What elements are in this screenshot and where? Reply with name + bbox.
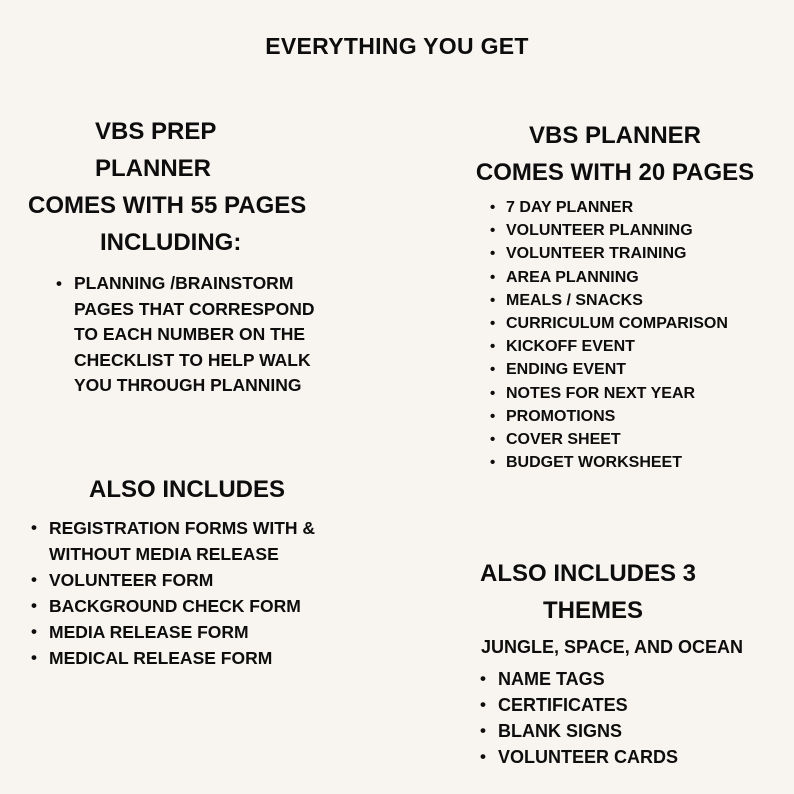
list-item: • MEDIA RELEASE FORM: [31, 619, 315, 645]
list-item-continuation: WITHOUT MEDIA RELEASE: [49, 544, 279, 564]
prep-list: [56, 271, 314, 399]
list-item: • COVER SHEET: [490, 428, 728, 451]
list-item: • REGISTRATION FORMS WITH &: [31, 515, 315, 541]
list-item: • BACKGROUND CHECK FORM: [31, 593, 315, 619]
themes-heading-line-1: ALSO INCLUDES 3: [480, 560, 697, 587]
prep-heading-line-2: PLANNER: [95, 155, 212, 182]
list-item: • PROMOTIONS: [490, 405, 728, 428]
planner-heading-line-1: VBS PLANNER: [528, 122, 702, 149]
themes-subheading: JUNGLE, SPACE, AND OCEAN: [481, 637, 744, 657]
list-item: • NAME TAGS: [480, 666, 678, 692]
list-item: • MEDICAL RELEASE FORM: [31, 645, 315, 671]
themes-heading-line-2: THEMES: [543, 597, 644, 624]
list-item: • VOLUNTEER PLANNING: [490, 219, 728, 242]
also-heading: ALSO INCLUDES: [89, 476, 286, 503]
list-item-continuation: CHECKLIST TO HELP WALK: [74, 349, 311, 370]
list-item: • KICKOFF EVENT: [490, 335, 728, 358]
prep-heading-line-3: COMES WITH 55 PAGES: [28, 192, 307, 219]
prep-heading-line-4: INCLUDING:: [100, 229, 242, 256]
also-list: [31, 515, 315, 671]
list-item: • BLANK SIGNS: [480, 718, 678, 744]
list-item-continuation: TO EACH NUMBER ON THE: [74, 324, 306, 344]
list-item: • AREA PLANNING: [490, 266, 728, 289]
list-item: • VOLUNTEER FORM: [31, 567, 315, 593]
list-item-continuation: PAGES THAT CORRESPOND: [74, 298, 315, 319]
list-item: • CURRICULUM COMPARISON: [490, 312, 728, 335]
list-item: • VOLUNTEER TRAINING: [490, 242, 728, 265]
list-item: • ENDING EVENT: [490, 358, 728, 381]
list-item: • PLANNING /BRAINSTORM: [56, 271, 314, 297]
list-item: • 7 DAY PLANNER: [490, 196, 728, 219]
planner-list: [490, 196, 728, 474]
list-item: • CERTIFICATES: [480, 692, 678, 718]
prep-heading-line-1: VBS PREP: [95, 118, 217, 145]
list-item: • NOTES FOR NEXT YEAR: [490, 382, 728, 405]
list-item: • MEALS / SNACKS: [490, 289, 728, 312]
list-item-continuation: YOU THROUGH PLANNING: [74, 375, 302, 395]
planner-heading-line-2: COMES WITH 20 PAGES: [475, 159, 755, 186]
themes-list: [480, 666, 678, 770]
list-item: • BUDGET WORKSHEET: [490, 451, 728, 474]
page-title: EVERYTHING YOU GET: [265, 33, 529, 59]
list-item: • VOLUNTEER CARDS: [480, 744, 678, 770]
